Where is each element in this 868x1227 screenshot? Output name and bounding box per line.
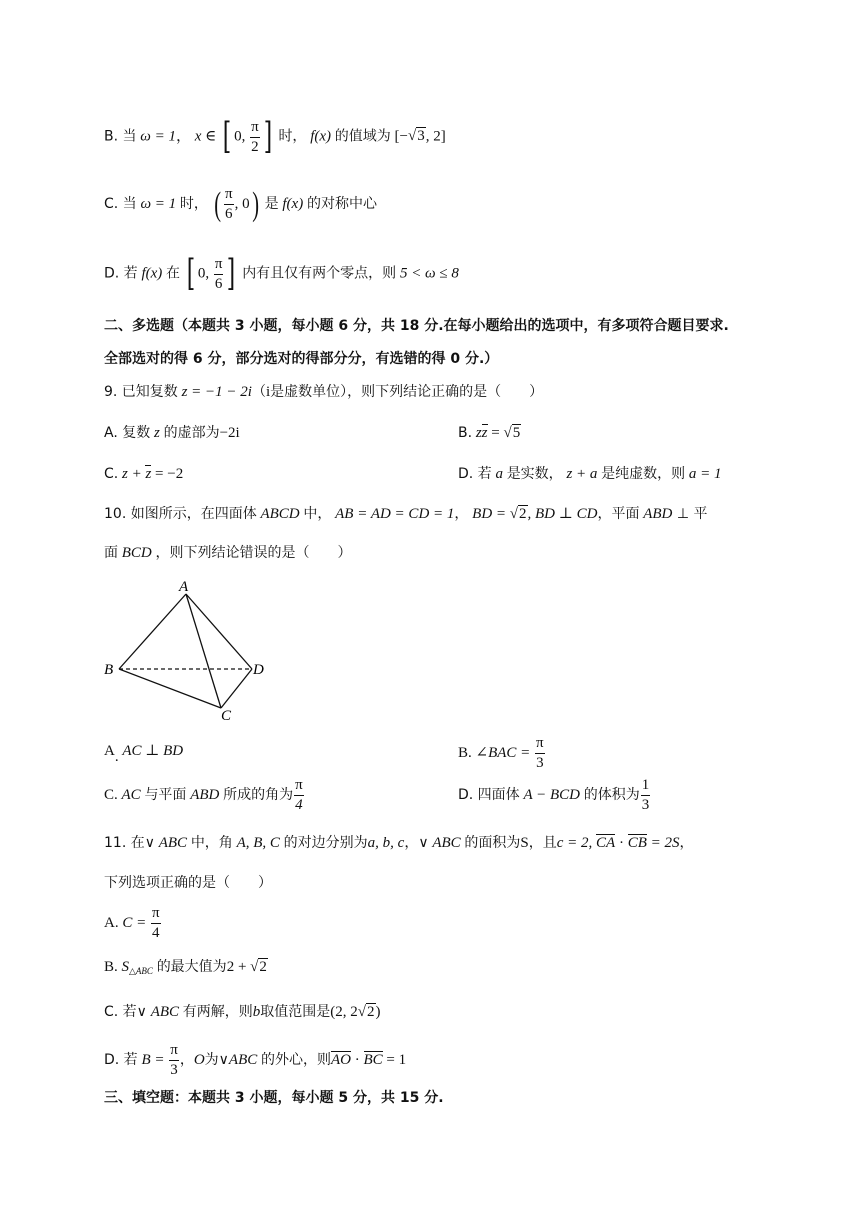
edge-ac <box>186 594 221 708</box>
q9-option-d: D. 若 a 是实数， z + a 是纯虚数，则 a = 1 <box>458 466 722 482</box>
q9-option-a: A. 复数 z 的虚部为−2i <box>104 425 240 441</box>
q10-option-a: A. AC ⊥ BD <box>104 743 184 765</box>
sqrt: √2 <box>509 506 527 522</box>
vertex-label-b: B <box>104 662 114 678</box>
q8-option-b: B. 当 ω = 1， x ∈ [ 0, $\frac{\pi}{2}$ ] 时， f(x) 的值域为 [−√3, 2] <box>104 116 446 157</box>
vertex-label-c: C <box>221 708 232 723</box>
q10-option-d: D. 四面体 A − BCD 的体积为 $\frac{1}{3}$ <box>458 777 650 813</box>
fraction: $\frac{1}{3}$ <box>641 777 650 813</box>
q8-option-c: C. 当 ω = 1 时， ( $\frac{\pi}{6}$ , 0) 是 f(x) 的对称中心 <box>104 185 377 223</box>
sqrt: √3 <box>407 128 425 145</box>
section-2-heading-line1: 二、多选题（本题共 3 小题，每小题 6 分，共 18 分.在每小题给出的选项中，有多项符合题目要求. <box>104 318 729 334</box>
tetrahedron-figure <box>100 578 270 723</box>
fraction: $\frac{\pi}{3}$ <box>536 735 544 771</box>
q11-stem-line2: 下列选项正确的是（ ） <box>104 875 272 891</box>
q11-option-d: D. 若 B = $\frac{\pi}{3}$ ，O为∨ABC 的外心，则AO · BC = 1 <box>104 1042 407 1078</box>
section-3-heading: 三、填空题：本题共 3 小题，每小题 5 分，共 15 分. <box>104 1090 444 1106</box>
vertex-label-a: A <box>179 579 189 595</box>
edge-ab <box>119 594 186 669</box>
q10-stem-line1: 10. 如图所示，在四面体 ABCD 中， AB = AD = CD = 1， BD = √2, BD ⊥ CD，平面 ABD ⊥ 平 <box>104 506 708 522</box>
q11-option-c: C. 若∨ ABC 有两解，则b取值范围是(2, 2√2) <box>104 1004 381 1020</box>
q10-option-b: B. ∠BAC = $\frac{\pi}{3}$ <box>458 735 544 771</box>
q11-option-b: B. $S_{\triangle ABC}$ 的最大值为2 + √2 <box>104 959 267 976</box>
sqrt: √2 <box>250 959 267 975</box>
sqrt: √2 <box>357 1004 375 1020</box>
q11-stem-line1: 11. 在∨ ABC 中，角 A, B, C 的对边分别为a, b, c，∨ ABC 的面积为S，且c = 2, CA · CB = 2S， <box>104 835 694 851</box>
section-2-heading-line2: 全部选对的得 6 分，部分选对的得部分分，有选错的得 0 分.） <box>104 351 499 367</box>
q9-stem: 9. 已知复数 z = −1 − 2i（i是虚数单位），则下列结论正确的是（ ） <box>104 384 544 400</box>
q10-option-c: C. AC 与平面 ABD 所成的角为 $\frac{\pi}{4}$ <box>104 777 303 813</box>
fraction: $\frac{\pi}{4}$ <box>151 905 160 941</box>
vertex-label-d: D <box>253 662 264 678</box>
q8-option-d: D. 若 f(x) 在 [ 0, $\frac{\pi}{6}$ ] 内有且仅有两个零点，则 5 < ω ≤ 8 <box>104 253 459 294</box>
q9-option-b: B. zz = √5 <box>458 425 521 441</box>
fraction: $\frac{\pi}{3}$ <box>170 1042 178 1078</box>
fraction: $\frac{\pi}{6}$ <box>214 255 223 292</box>
fraction: $\frac{\pi}{6}$ <box>224 186 233 222</box>
fraction: $\frac{\pi}{4}$ <box>295 777 303 813</box>
fraction: $\frac{\pi}{2}$ <box>251 118 259 155</box>
sqrt: √5 <box>503 425 521 441</box>
q9-option-c: C. z + z = −2 <box>104 466 184 482</box>
edge-ad <box>186 594 252 669</box>
edge-bc <box>119 669 221 708</box>
q10-stem-line2: 面 BCD ，则下列结论错误的是（ ） <box>104 545 352 561</box>
edge-cd <box>221 669 252 708</box>
q11-option-a: A. C = $\frac{\pi}{4}$ <box>104 905 160 941</box>
